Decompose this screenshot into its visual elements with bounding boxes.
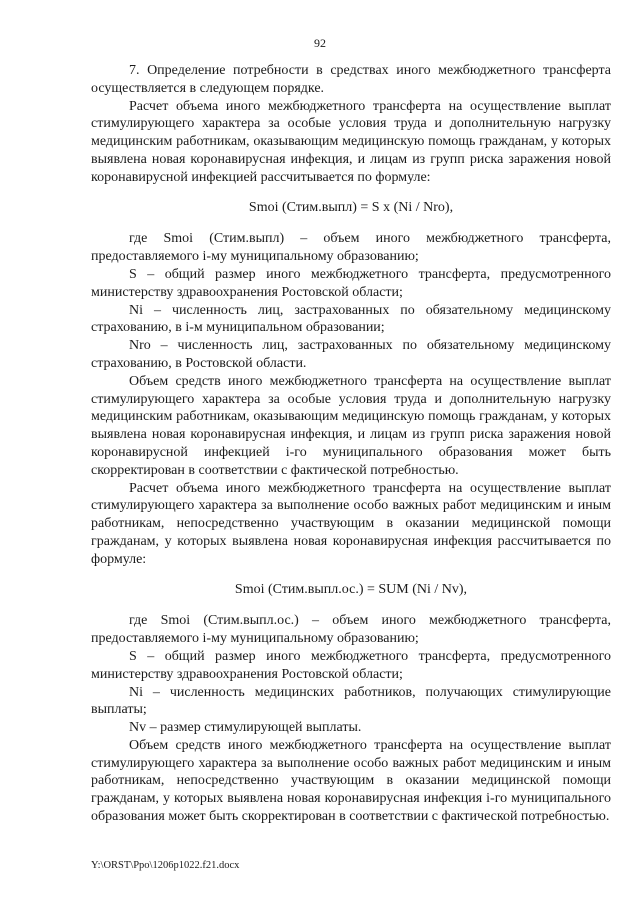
definition-s-2: S – общий размер иного межбюджетного трансферта, предусмотренного министерству здравоохранения Ростовской области;: [91, 648, 611, 682]
definition-nv: Nv – размер стимулирующей выплаты.: [129, 720, 362, 736]
page-number: 92: [314, 36, 326, 50]
definition-smoi: где Smoi (Стим.выпл) – объем иного межбюджетного трансферта, предоставляемого i-му муниципальному образованию;: [91, 231, 611, 265]
definition-ni: Ni – численность лиц, застрахованных по обязательному медицинскому страхованию, в i-м муниципальном образовании;: [91, 302, 611, 336]
paragraph-calculation-intro: Расчет объема иного межбюджетного трансферта на осуществление выплат стимулирующего характера за особые условия труда и дополнительную нагрузку медицинским работникам, оказывающим медицинскую помощь гражданам, у которых выявлена новая коронавирусная инфекция, и лицам из групп риска заражения новой коронавирусной инфекцией рассчитывается по формуле:: [91, 98, 611, 185]
paragraph-adjustment-2: Объем средств иного межбюджетного трансферта на осуществление выплат стимулирующего характера за выполнение особо важных работ медицинским и иным работникам, непосредственно участвующим в оказании медицинской помощи гражданам, у которых выявлена новая коронавирусная инфекция i-го муниципального образования может быть скорректирован в соответствии с фактической потребностью.: [91, 737, 611, 825]
paragraph-calculation-intro-2: Расчет объема иного межбюджетного трансферта на осуществление выплат стимулирующего характера за выполнение особо важных работ медицинским и иным работникам, непосредственно участвующим в оказании медицинской помощи гражданам, у которых выявлена новая коронавирусная инфекция рассчитывается по формуле:: [91, 480, 611, 567]
footer-file-path: Y:\ORST\Ppo\1206p1022.f21.docx: [91, 860, 240, 871]
definition-smoi-os: где Smoi (Стим.выпл.ос.) – объем иного межбюджетного трансферта, предоставляемого i-му муниципальному образованию;: [91, 613, 611, 647]
paragraph-adjustment-1: Объем средств иного межбюджетного трансферта на осуществление выплат стимулирующего характера за особые условия труда и дополнительную нагрузку медицинским работникам, оказывающим медицинскую помощь гражданам, у которых выявлена новая коронавирусная инфекция, и лицам из групп риска заражения новой коронавирусной инфекцией i-го муниципального образования может быть скорректирован в соответствии с фактической потребностью.: [91, 373, 611, 478]
definition-ni-2: Ni – численность медицинских работников, получающих стимулирующие выплаты;: [91, 684, 611, 718]
definition-nro: Nro – численность лиц, застрахованных по обязательному медицинскому страхованию, в Ростовской области.: [91, 338, 611, 371]
paragraph-section-heading: 7. Определение потребности в средствах иного межбюджетного трансферта осуществляется в следующем порядке.: [91, 63, 611, 96]
formula-stim-vypl: Smoi (Стим.выпл) = S x (Ni / Nro),: [248, 199, 454, 215]
formula-stim-vypl-os: Smoi (Стим.выпл.ос.) = SUM (Ni / Nv),: [234, 581, 468, 597]
document-body: [91, 62, 611, 826]
definition-s: S – общий размер иного межбюджетного трансферта, предусмотренного министерству здравоохранения Ростовской области;: [91, 266, 611, 300]
